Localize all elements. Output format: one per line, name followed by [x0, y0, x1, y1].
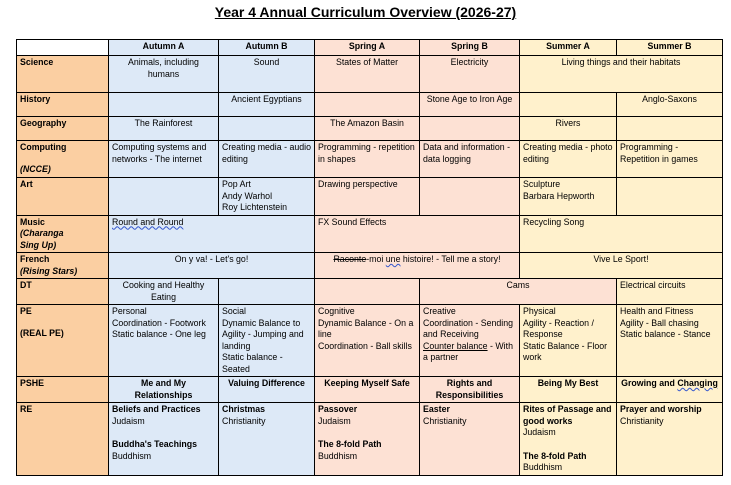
- cell-computing-summer-b: Programming - Repetition in games: [617, 141, 723, 178]
- pe-skill: Coordination - Footwork: [112, 317, 206, 328]
- pe-focus: Cognitive: [318, 306, 355, 316]
- art-topic: Sculpture: [523, 179, 561, 189]
- cell-computing-autumn-b: Creating media - audio editing: [219, 141, 315, 178]
- cell-history-spring-a: [315, 93, 420, 117]
- cell-french-spring: [315, 253, 520, 279]
- re-topic: Beliefs and Practices: [112, 404, 201, 414]
- row-history: [17, 93, 723, 117]
- cell-re-autumn-a: [109, 403, 219, 476]
- cell-geography-spring-b: [420, 117, 520, 141]
- cell-history-autumn-a: [109, 93, 219, 117]
- subject-french-label: French: [20, 254, 50, 264]
- cell-re-summer-b: [617, 403, 723, 476]
- cell-pe-spring-a: [315, 305, 420, 377]
- cell-art-spring-a: Drawing perspective: [315, 178, 420, 216]
- re-religion: Buddhism: [318, 450, 358, 461]
- pe-skill: Dynamic Balance to Agility - Jumping and landing: [222, 317, 304, 351]
- art-topic: Pop Art: [222, 179, 251, 189]
- subject-pe-label: PE: [20, 306, 32, 316]
- art-artist: Andy Warhol: [222, 190, 273, 201]
- cell-art-spring-b: [420, 178, 520, 216]
- cell-re-spring-b: [420, 403, 520, 476]
- subject-pshe: PSHE: [17, 377, 109, 403]
- cell-re-autumn-b: [219, 403, 315, 476]
- row-pe: [17, 305, 723, 377]
- re-religion: Christianity: [423, 415, 467, 426]
- cell-geography-summer-b: [617, 117, 723, 141]
- re-religion: Buddhism: [523, 462, 563, 472]
- cell-science-summer: Living things and their habitats: [520, 56, 723, 93]
- pe-skill-text: - With a partner: [423, 340, 513, 362]
- row-computing: [17, 141, 723, 178]
- art-artist: Roy Lichtenstein: [222, 202, 288, 212]
- subject-re: RE: [17, 403, 109, 476]
- subject-art: Art: [17, 178, 109, 216]
- re-topic: Christmas: [222, 404, 266, 414]
- pe-skill-text: Counter balance: [423, 340, 488, 351]
- pe-skill: Agility - Ball chasing: [620, 317, 699, 328]
- re-religion: Buddhism: [112, 450, 152, 461]
- pe-focus: Personal: [112, 306, 147, 316]
- cell-pshe-spring-a: Keeping Myself Safe: [315, 377, 420, 403]
- pe-skill: Coordination - Sending and Receiving: [423, 317, 513, 339]
- re-topic: Passover: [318, 404, 358, 414]
- cell-music-summer: Recycling Song: [520, 215, 723, 253]
- cell-history-autumn-b: Ancient Egyptians: [219, 93, 315, 117]
- cell-art-summer-b: [617, 178, 723, 216]
- cell-pe-autumn-a: [109, 305, 219, 377]
- pe-skill: Static balance - One leg: [112, 329, 206, 339]
- header-spring-a: Spring A: [315, 40, 420, 56]
- cell-pshe-autumn-b: Valuing Difference: [219, 377, 315, 403]
- re-religion: Judaism: [112, 415, 145, 426]
- cell-music-autumn: [109, 215, 315, 253]
- re-topic: Rites of Passage and good works: [523, 404, 612, 426]
- header-row: [17, 40, 723, 56]
- corner-cell: [17, 40, 109, 56]
- pshe-summer-b-text: Growing and: [621, 378, 678, 388]
- row-art: [17, 178, 723, 216]
- header-summer-b: Summer B: [617, 40, 723, 56]
- cell-pshe-summer-b: [617, 377, 723, 403]
- cell-history-spring-b: Stone Age to Iron Age: [420, 93, 520, 117]
- pe-skill: Static balance - Seated: [222, 352, 283, 374]
- pshe-summer-b-text: Changing: [677, 378, 718, 388]
- subject-history: History: [17, 93, 109, 117]
- re-topic: Prayer and worship: [620, 404, 702, 414]
- art-artist: Barbara Hepworth: [523, 190, 595, 201]
- cell-geography-autumn-a: The Rainforest: [109, 117, 219, 141]
- pe-focus: Physical: [523, 306, 556, 316]
- cell-pe-spring-b: [420, 305, 520, 377]
- subject-science: Science: [17, 56, 109, 93]
- page-title: Year 4 Annual Curriculum Overview (2026-27): [214, 4, 517, 20]
- french-spring-text: une: [385, 254, 401, 264]
- subject-pe-note: (REAL PE): [20, 327, 64, 338]
- subject-music-note: Sing Up): [20, 239, 57, 250]
- pe-focus: Health and Fitness: [620, 306, 694, 316]
- cell-computing-autumn-a: Computing systems and networks - The internet: [109, 141, 219, 178]
- header-summer-a: Summer A: [520, 40, 617, 56]
- cell-science-autumn-a: Animals, including humans: [109, 56, 219, 93]
- cell-dt-autumn-b: [219, 279, 315, 305]
- cell-music-spring: FX Sound Effects: [315, 215, 520, 253]
- header-autumn-b: Autumn B: [219, 40, 315, 56]
- french-spring-text: -moi: [366, 254, 386, 264]
- row-science: [17, 56, 723, 93]
- french-spring-text: Raconte: [333, 254, 367, 264]
- cell-dt-autumn-a: Cooking and Healthy Eating: [109, 279, 219, 305]
- cell-art-summer-a: [520, 178, 617, 216]
- subject-music-note: (Charanga: [20, 228, 64, 238]
- subject-pe: [17, 305, 109, 377]
- subject-music-label: Music: [20, 216, 45, 227]
- row-re: [17, 403, 723, 476]
- cell-history-summer-a: [520, 93, 617, 117]
- cell-dt-spring-a: [315, 279, 420, 305]
- cell-geography-autumn-b: [219, 117, 315, 141]
- pe-skill: Agility - Reaction / Response: [523, 317, 594, 339]
- subject-computing: [17, 141, 109, 178]
- row-french: [17, 253, 723, 279]
- subject-computing-note: (NCCE): [20, 163, 51, 174]
- cell-dt-summer-b: Electrical circuits: [617, 279, 723, 305]
- re-religion: Judaism: [523, 427, 556, 437]
- re-religion: Judaism: [318, 415, 351, 426]
- subject-dt: DT: [17, 279, 109, 305]
- pe-focus: Social: [222, 306, 246, 316]
- cell-pe-summer-b: [617, 305, 723, 377]
- pe-skill: Coordination - Ball skills: [318, 340, 412, 351]
- cell-dt-spring-b: Cams: [420, 279, 617, 305]
- re-topic: Easter: [423, 404, 450, 414]
- subject-french: [17, 253, 109, 279]
- french-spring-text: histoire! - Tell me a story!: [400, 254, 501, 264]
- pe-skill: Dynamic Balance - On a line: [318, 317, 414, 339]
- cell-art-autumn-b: [219, 178, 315, 216]
- subject-geography: Geography: [17, 117, 109, 141]
- cell-french-autumn: On y va! - Let's go!: [109, 253, 315, 279]
- cell-geography-summer-a: Rivers: [520, 117, 617, 141]
- row-geography: [17, 117, 723, 141]
- row-pshe: [17, 377, 723, 403]
- cell-science-spring-a: States of Matter: [315, 56, 420, 93]
- cell-science-spring-b: Electricity: [420, 56, 520, 93]
- subject-french-note: (Rising Stars): [20, 265, 78, 276]
- subject-music: [17, 215, 109, 253]
- cell-re-spring-a: [315, 403, 420, 476]
- re-topic: The 8-fold Path: [318, 439, 382, 449]
- cell-pshe-summer-a: Being My Best: [520, 377, 617, 403]
- cell-history-summer-b: Anglo-Saxons: [617, 93, 723, 117]
- curriculum-table: [16, 39, 723, 476]
- re-topic: The 8-fold Path: [523, 450, 587, 461]
- re-topic: Buddha's Teachings: [112, 439, 198, 449]
- cell-pshe-spring-b: Rights and Responsibilities: [420, 377, 520, 403]
- cell-pshe-autumn-a: Me and My Relationships: [109, 377, 219, 403]
- row-dt: [17, 279, 723, 305]
- cell-re-summer-a: [520, 403, 617, 476]
- pe-skill: Static Balance - Floor work: [523, 340, 608, 362]
- cell-computing-spring-b: Data and information - data logging: [420, 141, 520, 178]
- music-autumn-text: Round and Round: [112, 216, 184, 227]
- cell-art-autumn-a: [109, 178, 219, 216]
- cell-french-summer: Vive Le Sport!: [520, 253, 723, 279]
- cell-pe-autumn-b: [219, 305, 315, 377]
- pe-focus: Creative: [423, 306, 456, 316]
- re-religion: Christianity: [620, 415, 664, 426]
- cell-science-autumn-b: Sound: [219, 56, 315, 93]
- pe-skill: Static balance - Stance: [620, 329, 711, 339]
- cell-computing-summer-a: Creating media - photo editing: [520, 141, 617, 178]
- re-religion: Christianity: [222, 415, 266, 426]
- row-music: [17, 215, 723, 253]
- pe-skill: [423, 341, 516, 364]
- cell-computing-spring-a: Programming - repetition in shapes: [315, 141, 420, 178]
- cell-pe-summer-a: [520, 305, 617, 377]
- cell-geography-spring-a: The Amazon Basin: [315, 117, 420, 141]
- subject-computing-label: Computing: [20, 142, 67, 152]
- header-spring-b: Spring B: [420, 40, 520, 56]
- header-autumn-a: Autumn A: [109, 40, 219, 56]
